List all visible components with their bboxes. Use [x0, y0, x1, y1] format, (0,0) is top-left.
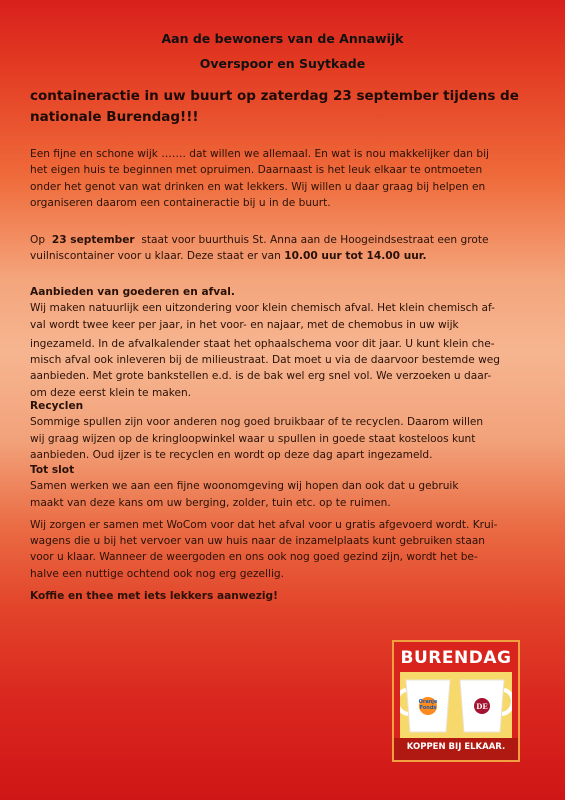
section-line: aanbieden. Met grote bankstellen e.d. is de bak wel erg snel vol. We verzoeken u daar-	[30, 370, 492, 383]
section-line: halve een nuttige ochtend ook nog erg gezellig.	[30, 567, 284, 580]
date-line-2-text: vuilniscontainer voor u klaar. Deze staat er van	[30, 250, 281, 263]
headline	[30, 86, 540, 128]
section-line: aanbieden. Oud ijzer is te recyclen en wordt op deze dag apart ingezameld.	[30, 448, 433, 461]
addressee-line-1: Aan de bewoners van de Annawijk	[161, 31, 404, 46]
headline-line-1: containeractie in uw buurt op zaterdag 23 september tijdens de	[30, 88, 519, 104]
intro-line: organiseren daarom een containeractie bij u in de buurt.	[30, 196, 331, 209]
svg-text:Fonds: Fonds	[419, 705, 437, 711]
svg-text:DE: DE	[476, 702, 488, 711]
closing-line: Koffie en thee met iets lekkers aanwezig!	[30, 590, 278, 603]
section-line: wagens die u bij het vervoer van uw huis naar de inzamelplaats kunt gebruiken staan	[30, 535, 486, 548]
section-line: Wij zorgen er samen met WoCom voor dat het afval voor u gratis afgevoerd wordt. Krui-	[30, 518, 498, 531]
addressee-header	[0, 26, 565, 76]
burendag-logo	[392, 640, 520, 762]
intro-paragraph	[30, 146, 540, 211]
section-line: Wij maken natuurlijk een uitzondering voor klein chemisch afval. Het klein chemisch af-	[30, 302, 495, 315]
date-rest: staat voor buurthuis St. Anna aan de Hoogeindsestraat een grote	[141, 234, 489, 246]
intro-line: onder het genot van wat drinken en wat lekkers. Wij willen u daar graag bij helpen en	[30, 180, 486, 193]
logo-wordmark: BURENDAG	[400, 648, 512, 668]
event-date: 23 september	[51, 234, 135, 246]
section-line: val wordt twee keer per jaar, in het voor- en najaar, met de chemobus in uw wijk	[30, 318, 459, 331]
intro-line: het eigen huis te beginnen met opruimen. Daarnaast is het leuk elkaar te ontmoeten	[30, 164, 483, 177]
date-op: Op	[30, 234, 46, 246]
section-line: ingezameld. In de afvalkalender staat het ophaalschema voor dit jaar. U kunt klein che-	[30, 337, 495, 350]
section-line: om deze eerst klein te maken.	[30, 386, 192, 399]
date-line-1	[30, 232, 540, 248]
logo-tagline: KOPPEN BIJ ELKAAR.	[406, 742, 506, 752]
intro-line: Een fijne en schone wijk ……. dat willen we allemaal. En wat is nou makkelijker dan bij	[30, 148, 489, 160]
section-recycle	[30, 398, 540, 463]
section-closing	[30, 462, 540, 604]
section-line: wij graag wijzen op de kringloopwinkel waar u spullen in goede staat kosteloos kunt	[30, 432, 476, 445]
section-line: Sommige spullen zijn voor anderen nog goed bruikbaar of te recyclen. Daarom willen	[30, 416, 484, 429]
cups-illustration	[400, 672, 512, 738]
section-line: Samen werken we aan een fijne woonomgeving wij hopen dan ook dat u gebruik	[30, 480, 459, 493]
section-waste	[30, 284, 540, 401]
date-line-2	[30, 248, 540, 264]
headline-line-2: nationale Burendag!!!	[30, 109, 199, 125]
svg-text:Oranje: Oranje	[418, 699, 438, 705]
section-line: misch afval ook inleveren bij de milieustraat. Dat moet u via de daarvoor bestemde weg	[30, 354, 501, 367]
section-heading: Recyclen	[30, 400, 84, 412]
section-line: maakt van deze kans om uw berging, zolder, tuin etc. op te ruimen.	[30, 496, 391, 509]
section-heading: Aanbieden van goederen en afval.	[30, 286, 235, 298]
date-paragraph	[30, 232, 540, 265]
section-heading: Tot slot	[30, 464, 75, 476]
event-time: 10.00 uur tot 14.00 uur.	[284, 250, 427, 263]
addressee-line-2: Overspoor en Suytkade	[199, 56, 366, 71]
section-line: voor u klaar. Wanneer de weergoden en ons ook nog goed gezind zijn, wordt het be-	[30, 551, 478, 564]
